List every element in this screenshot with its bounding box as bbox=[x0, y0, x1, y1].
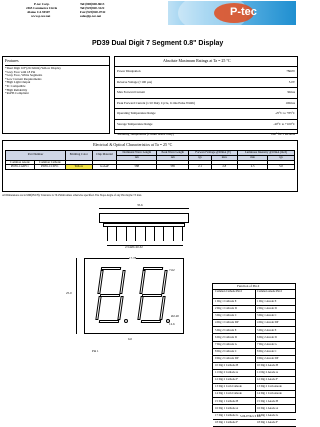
logo-text: P-tec bbox=[230, 6, 257, 18]
pin-anode: 10 Dig 2 Anode B bbox=[257, 363, 279, 368]
segment bbox=[97, 270, 103, 294]
pin-col-anode: Common Anode Pin # bbox=[257, 290, 282, 293]
pin-cathode: 18 Dig 1 Cathode F bbox=[215, 419, 238, 424]
decimal-point bbox=[124, 319, 128, 323]
cell-part-ca: PD39-CADY1 bbox=[6, 165, 35, 170]
pin-row bbox=[213, 377, 296, 384]
abs-max-label: Reverse Voltage (>100 µA) bbox=[117, 79, 153, 84]
revision-footer: 5-06-07 Rev 0 RB bbox=[240, 415, 261, 418]
segment bbox=[101, 267, 121, 270]
pin-anode: 1 Dig 1 Anode E bbox=[257, 299, 277, 304]
pin-col-cathode: Common Cathode Pin # bbox=[215, 290, 242, 293]
feature-item: *Dual Digit 0.8"(20.32mm) Yellow Display bbox=[5, 66, 61, 70]
pin-cathode: 11 Dig 2 Cathode A bbox=[215, 370, 239, 375]
abs-max-value: -25°C to +85°C bbox=[274, 111, 295, 115]
feature-item: *High Light Output bbox=[5, 80, 31, 85]
pin-anode: 12 Dig 2 Anode F bbox=[257, 377, 278, 382]
electrical-heading: Electrical & Optical Characteristics at Ta = 25 °C bbox=[93, 142, 173, 147]
hdr-luminous: Luminous Intensity @10mA (mcd) bbox=[238, 151, 295, 156]
cell-iv-min: 2.5 bbox=[238, 165, 268, 170]
segment bbox=[139, 270, 145, 294]
cell-vf-max: 2.8 bbox=[211, 165, 238, 170]
segment bbox=[117, 296, 123, 320]
pin-cathode: 16 Dig 1 Cathode A bbox=[215, 405, 239, 410]
pin-row bbox=[213, 299, 296, 306]
pin bbox=[182, 227, 183, 241]
pin-cathode: 12 Dig 2 Cathode F bbox=[215, 377, 238, 382]
abs-max-label: Soldering Temperature (1.6mm below body) bbox=[117, 132, 174, 136]
sub-nm1: nm bbox=[117, 155, 157, 160]
side-view-drawing bbox=[95, 203, 195, 253]
pin bbox=[135, 227, 136, 241]
abs-max-heading: Absolute Maximum Ratings at Ta = 25 °C bbox=[163, 58, 231, 63]
pin-cathode: 5 Dig 2 Cathode E bbox=[215, 327, 237, 332]
hdr-peak-wl: Peak Wave Length bbox=[157, 151, 189, 156]
pin-anode: 5 Dig 2 Anode E bbox=[257, 327, 277, 332]
pin-cathode: 9 Dig 2 Cathode DP bbox=[215, 355, 239, 360]
company-phone1: Tel:(800)848-8613 bbox=[80, 2, 105, 6]
segment bbox=[142, 294, 162, 297]
abs-max-row bbox=[115, 119, 298, 130]
pin-anode: 2 Dig 1 Anode D bbox=[257, 306, 277, 311]
pin-anode: 9 Dig 2 Anode DP bbox=[257, 355, 279, 360]
electrical-table bbox=[5, 150, 295, 170]
pin-cathode: 14 Dig 1 Com Cathode bbox=[215, 391, 242, 396]
abs-max-value: 30mA bbox=[287, 90, 295, 94]
pin bbox=[173, 227, 174, 241]
company-fax: Fax:(925)820-0742 bbox=[80, 10, 106, 14]
pin-cathode: 15 Dig 1 Cathode B bbox=[215, 398, 239, 403]
pin-row bbox=[213, 320, 296, 327]
pin-cathode: 6 Dig 2 Cathode D bbox=[215, 334, 237, 339]
abs-max-value: 5.0V bbox=[288, 79, 295, 84]
feature-item: *RoHS Compliant bbox=[5, 91, 29, 96]
segment bbox=[100, 294, 120, 297]
company-name: P-tec Corp. bbox=[34, 2, 50, 6]
sub-max: max bbox=[211, 155, 238, 160]
segment bbox=[161, 270, 167, 294]
abs-max-row bbox=[115, 87, 298, 98]
pin-anode: 16 Dig 1 Anode A bbox=[257, 405, 279, 410]
pin-cathode: 13 Dig 2 Com Cathode bbox=[215, 384, 242, 389]
features-heading: Features bbox=[5, 58, 19, 63]
pin-row bbox=[213, 384, 296, 391]
pin-cathode: 10 Dig 2 Cathode B bbox=[215, 363, 239, 368]
pin-anode: 11 Dig 2 Anode A bbox=[257, 370, 278, 375]
pin bbox=[107, 227, 108, 241]
pin-row bbox=[213, 313, 296, 320]
pin-cathode: 4 Dig 1 Cathode DP bbox=[215, 320, 239, 325]
segment bbox=[95, 296, 101, 320]
pin bbox=[126, 227, 127, 241]
hdr-part-number: Part Number bbox=[6, 151, 66, 161]
pin-cathode: 1 Dig 1 Cathode E bbox=[215, 299, 237, 304]
abs-max-rows bbox=[115, 66, 298, 140]
pin-row bbox=[213, 405, 296, 412]
abs-max-label: Peak Forward Current (1/10 Duty Cycle, 0.1ms Pulse Width) bbox=[117, 100, 195, 105]
abs-max-box bbox=[114, 56, 298, 134]
pin-anode: 8 Dig 2 Anode C bbox=[257, 348, 277, 353]
dim-seg-width: 7.62 bbox=[169, 268, 175, 272]
hdr-forward-voltage: Forward Voltage @20mA (V) bbox=[189, 151, 238, 156]
sub-common-anode: Common Anode bbox=[6, 160, 35, 165]
pin-row bbox=[213, 363, 296, 370]
front-view-drawing bbox=[84, 258, 184, 334]
cell-color: Yellow bbox=[65, 165, 92, 170]
pin bbox=[163, 227, 164, 241]
pin-cathode: 7 Dig 2 Cathode G bbox=[215, 341, 237, 346]
cell-vf-typ: 2.1 bbox=[189, 165, 211, 170]
dim-width: 35.6 bbox=[137, 203, 143, 207]
dim-height-right: 12.6 bbox=[169, 322, 175, 326]
pin bbox=[154, 227, 155, 241]
abs-max-value: 78mW bbox=[286, 69, 295, 73]
dim-pin-span: 2.54x8=20.32 bbox=[125, 245, 143, 249]
pin-cathode: 2 Dig 1 Cathode D bbox=[215, 306, 237, 311]
dim-digit-pitch: 17.78 bbox=[129, 256, 137, 260]
dim-dot: Ø2.20 bbox=[171, 314, 179, 318]
abs-max-label: Max Forward Current bbox=[117, 90, 145, 94]
abs-max-value: 100mA bbox=[285, 100, 295, 105]
segment bbox=[119, 270, 125, 294]
pin-1-label: Pin 1 bbox=[92, 349, 99, 353]
company-city: Alamo CA 94507 bbox=[27, 10, 51, 14]
company-phone2: Tel:(925)820-3122 bbox=[80, 6, 105, 10]
features-box bbox=[2, 56, 110, 134]
pin-row bbox=[213, 306, 296, 313]
pin-cathode: 17 Dig 1 Cathode G bbox=[215, 412, 239, 417]
abs-max-row bbox=[115, 108, 298, 119]
segment bbox=[99, 320, 119, 323]
segment bbox=[137, 296, 143, 320]
pin-row bbox=[213, 420, 296, 427]
abs-max-value: -40°C to +100°C bbox=[273, 121, 295, 126]
dim-height: 25.0 bbox=[66, 291, 72, 295]
cell-material: GaAsP bbox=[92, 165, 117, 170]
features-list bbox=[5, 67, 61, 96]
feature-item: *Grey Face with 18 Pin bbox=[5, 69, 36, 74]
cell-peak: 585 bbox=[157, 165, 189, 170]
electrical-box bbox=[2, 140, 298, 192]
feature-item: *IC Compatible bbox=[5, 83, 26, 88]
segment bbox=[141, 320, 161, 323]
feature-item: *High Reliability bbox=[5, 87, 28, 92]
cell-part-cc: PD39-CCDY1 bbox=[34, 165, 65, 170]
pin-anode: 15 Dig 1 Anode B bbox=[257, 398, 279, 403]
pin-row bbox=[213, 327, 296, 334]
company-address: 2465 Commerce Circle bbox=[26, 6, 58, 10]
abs-max-row bbox=[115, 98, 298, 109]
pin-row bbox=[213, 342, 296, 349]
pin-anode: 4 Dig 1 Anode DP bbox=[257, 320, 279, 325]
dimensions-note: All Dimensions are in MM(INCH). Tolerance is ±0.25mm unless otherwise specified. The Slope Angle of any Pin maybe ±5 max. bbox=[2, 194, 143, 197]
company-website[interactable]: www.p-tec.net bbox=[31, 14, 51, 18]
pin-anode: 6 Dig 2 Anode D bbox=[257, 334, 277, 339]
hdr-dominant-wl: Dominant Wave Length bbox=[117, 151, 157, 156]
segment bbox=[159, 296, 165, 320]
sub-common-cathode: Common Cathode bbox=[34, 160, 65, 165]
hdr-emitting-color: Emitting Color bbox=[65, 151, 92, 161]
abs-max-label: Storage Temperature Range bbox=[117, 121, 153, 126]
sub-nm2: nm bbox=[157, 155, 189, 160]
page-title: PD39 Dual Digit 7 Segment 0.8" Display bbox=[92, 40, 224, 47]
pin bbox=[145, 227, 146, 241]
abs-max-row bbox=[115, 129, 298, 140]
abs-max-value: 260° for 5 seconds bbox=[271, 132, 295, 136]
sub-min: min bbox=[238, 155, 268, 160]
pin-table-heading: Function of Pin # bbox=[237, 284, 260, 288]
pin-anode: 17 Dig 1 Anode G bbox=[257, 412, 279, 417]
logo bbox=[168, 1, 296, 25]
pin-row bbox=[213, 334, 296, 341]
abs-max-label: Operating Temperature Range bbox=[117, 111, 156, 115]
hdr-chip-material: Chip Material bbox=[92, 151, 117, 161]
pin-anode: 7 Dig 2 Anode G bbox=[257, 341, 277, 346]
pin-anode: 3 Dig 1 Anode C bbox=[257, 313, 277, 318]
cell-iv-typ: 5.0 bbox=[268, 165, 295, 170]
company-email[interactable]: sales@p-tec.net bbox=[80, 14, 102, 18]
digit-2 bbox=[139, 267, 169, 323]
dim-dp: 6.0 bbox=[128, 337, 132, 341]
pin-cathode: 3 Dig 1 Cathode C bbox=[215, 313, 237, 318]
pin-anode: 14 Dig 1 Com Anode bbox=[257, 391, 282, 396]
pin bbox=[116, 227, 117, 241]
abs-max-label: Power Dissipation bbox=[117, 69, 141, 73]
digit-1 bbox=[97, 267, 127, 323]
abs-max-row bbox=[115, 77, 298, 88]
pin-cathode: 8 Dig 2 Cathode C bbox=[215, 348, 237, 353]
pin-row bbox=[213, 370, 296, 377]
pin-row bbox=[213, 356, 296, 363]
abs-max-row bbox=[115, 66, 298, 77]
pin-row bbox=[213, 398, 296, 405]
cell-dominant: 588 bbox=[117, 165, 157, 170]
pin-rows bbox=[213, 299, 296, 427]
feature-item: *Low Current Requirements bbox=[5, 76, 42, 81]
pin-anode: 13 Dig 2 Com Anode bbox=[257, 384, 282, 389]
feature-item: *Gray Face, White Segments bbox=[5, 73, 43, 78]
pin-row bbox=[213, 391, 296, 398]
sub-typ2: typ bbox=[268, 155, 295, 160]
segment bbox=[143, 267, 163, 270]
pin-anode: 18 Dig 1 Anode F bbox=[257, 419, 278, 424]
sub-typ1: typ bbox=[189, 155, 211, 160]
pin-row bbox=[213, 349, 296, 356]
